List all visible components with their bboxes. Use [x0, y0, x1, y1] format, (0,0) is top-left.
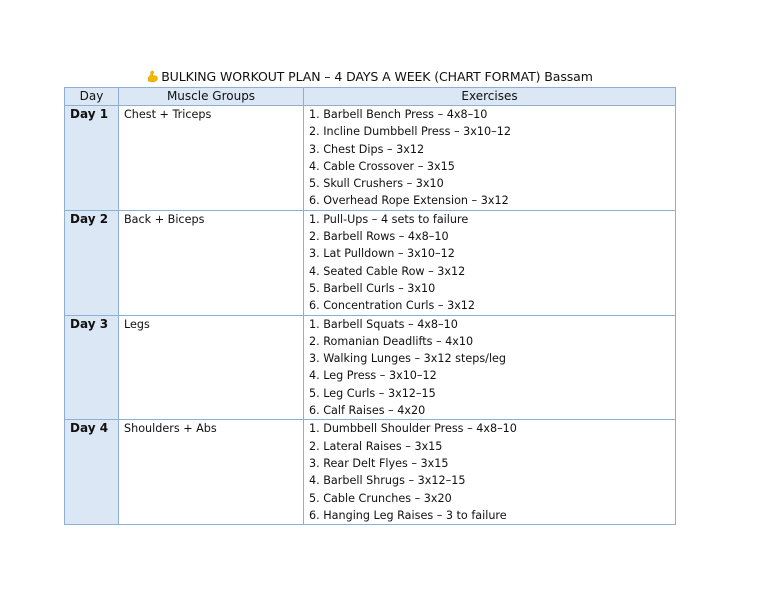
muscle-group-cell: Shoulders + Abs: [119, 420, 304, 525]
exercise-item: 2. Romanian Deadlifts – 4x10: [309, 334, 474, 348]
exercises-cell: [304, 315, 676, 420]
exercise-item: 5. Cable Crunches – 3x20: [309, 491, 452, 505]
exercise-item: 3. Lat Pulldown – 3x10–12: [309, 247, 455, 261]
header-day: Day: [65, 88, 119, 106]
exercises-cell: [304, 420, 676, 525]
table-row: [65, 420, 676, 525]
exercise-item: 4. Leg Press – 3x10–12: [309, 369, 437, 383]
table-row: [65, 315, 676, 420]
table-row: [65, 210, 676, 315]
exercise-item: 1. Dumbbell Shoulder Press – 4x8–10: [309, 422, 517, 436]
exercise-item: 2. Incline Dumbbell Press – 3x10–12: [309, 125, 511, 139]
exercise-item: 2. Barbell Rows – 4x8–10: [309, 230, 449, 244]
day-cell: Day 4: [65, 420, 119, 525]
table-row: [65, 106, 676, 211]
exercise-item: 5. Barbell Curls – 3x10: [309, 281, 436, 295]
exercise-item: 1. Barbell Squats – 4x8–10: [309, 317, 458, 331]
exercise-item: 6. Concentration Curls – 3x12: [309, 299, 476, 313]
exercise-item: 5. Skull Crushers – 3x10: [309, 177, 444, 191]
exercise-item: 3. Chest Dips – 3x12: [309, 142, 425, 156]
exercise-item: 3. Walking Lunges – 3x12 steps/leg: [309, 352, 507, 366]
exercise-item: 5. Leg Curls – 3x12–15: [309, 386, 436, 400]
muscle-group-cell: Back + Biceps: [119, 210, 304, 315]
day-cell: Day 3: [65, 315, 119, 420]
title-text: BULKING WORKOUT PLAN – 4 DAYS A WEEK (CHART FORMAT) Bassam: [161, 69, 593, 84]
table-header-row: [65, 88, 676, 106]
workout-table: [64, 87, 676, 525]
exercise-item: 2. Lateral Raises – 3x15: [309, 439, 443, 453]
flexed-biceps-icon: [146, 69, 159, 83]
exercise-item: 6. Calf Raises – 4x20: [309, 404, 426, 418]
exercises-cell: [304, 210, 676, 315]
muscle-group-cell: Legs: [119, 315, 304, 420]
document-title: [64, 68, 675, 86]
exercise-item: 4. Barbell Shrugs – 3x12–15: [309, 474, 466, 488]
day-cell: Day 1: [65, 106, 119, 211]
day-cell: Day 2: [65, 210, 119, 315]
exercise-item: 6. Overhead Rope Extension – 3x12: [309, 194, 509, 208]
header-muscle-groups: Muscle Groups: [119, 88, 304, 106]
header-exercises: Exercises: [304, 88, 676, 106]
exercise-item: 1. Pull-Ups – 4 sets to failure: [309, 212, 469, 226]
exercise-item: 1. Barbell Bench Press – 4x8–10: [309, 108, 488, 121]
exercise-item: 4. Cable Crossover – 3x15: [309, 159, 455, 173]
exercises-cell: [304, 106, 676, 211]
exercise-item: 4. Seated Cable Row – 3x12: [309, 264, 466, 278]
exercise-item: 6. Hanging Leg Raises – 3 to failure: [309, 508, 507, 522]
muscle-group-cell: Chest + Triceps: [119, 106, 304, 211]
exercise-item: 3. Rear Delt Flyes – 3x15: [309, 456, 449, 470]
table-body: [65, 106, 676, 525]
